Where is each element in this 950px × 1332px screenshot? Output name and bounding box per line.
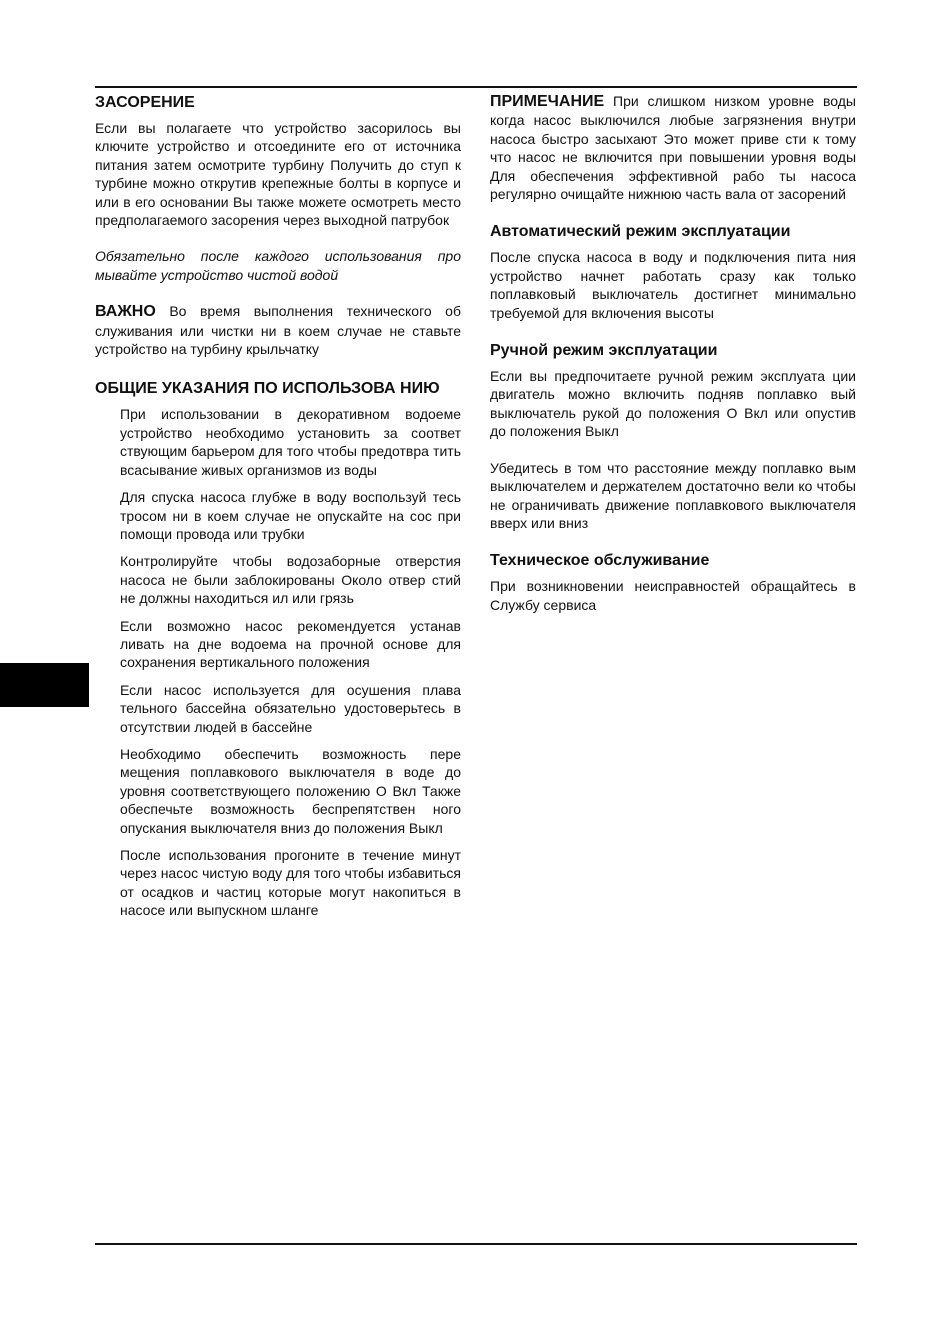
note-label: ПРИМЕЧАНИЕ (490, 93, 605, 110)
usage-item-2: Для спуска насоса глубже в воду воспользуй тесь тросом ни в коем случае не опускайте на сос при помощи провода или трубки (120, 489, 461, 542)
usage-item-1: При использовании в декоративном водоеме устройство необходимо установить за соответ ствующим барьером для того чтобы предотвра тить всасывание живых организмов из воды (120, 406, 461, 478)
clogging-paragraph: Если вы полагаете что устройство засорилось вы ключите устройство и отсоедините его от источника питания затем осмотрите турбину Получить до ступ к турбине можно открутив крепежные болты в корпусе и или в его основании Вы также можете осмотреть место предполагаемого засорения через выходной патрубок (95, 120, 461, 229)
section-title-manual-mode: Ручной режим эксплуатации (490, 342, 718, 360)
usage-list (95, 405, 461, 919)
manual-mode-distance-paragraph: Убедитесь в том что расстояние между поплавко вым выключателем и держателем достаточно вели ко чтобы не ограничивать движение поплавкового выключателя вверх или вниз (490, 459, 856, 531)
usage-item-5: Если насос используется для осушения плава тельного бассейна обязательно удостоверьтесь в отсутствии людей в бассейне (120, 681, 461, 735)
usage-item-7: После использования прогоните в течение минут через насос чистую воду для того чтобы избавиться от осадков и частиц которые могут накопиться в насосе или выпускном шланге (120, 847, 461, 919)
manual-mode-paragraph: Если вы предпочитаете ручной режим эксплуата ции двигатель можно включить подняв поплавко вый выключатель рукой до положения О Вкл или опустив до положения Выкл (490, 368, 856, 440)
left-column (95, 92, 461, 929)
important-label: ВАЖНО (95, 303, 156, 321)
rinse-note: Обязательно после каждого использования про мывайте устройство чистой водой (95, 248, 461, 283)
section-title-general-usage: ОБЩИЕ УКАЗАНИЯ ПО ИСПОЛЬЗОВА НИЮ (95, 380, 440, 398)
note-text: При слишком низком уровне воды когда насос выключился любые загрязнения внутри насоса быстро засыхают Это может приве сти к тому что насос не включится при повышении уровня воды Для обеспечения эффективной рабо ты насоса регулярно очищайте нижнюю часть вала от засорений (490, 93, 856, 203)
section-title-clogging: ЗАСОРЕНИЕ (95, 94, 195, 111)
usage-item-6: Необходимо обеспечить возможность пере мещения поплавкового выключателя в воде до уровня соответствующего положению О Вкл Также обеспечьте возможность беспрепятствен ного опускания выключателя вниз до положения Выкл (120, 745, 461, 836)
section-title-auto-mode: Автоматический режим эксплуатации (490, 223, 791, 241)
usage-item-4: Если возможно насос рекомендуется устанав ливать на дне водоема на прочной основе для сохранения вертикального положения (120, 617, 461, 671)
right-column (490, 92, 856, 614)
bottom-rule (95, 1243, 857, 1245)
important-text: Во время выполнения технического об служивания или чистки ни в коем случае не ставьте устройство на турбину крыльчатку (95, 303, 461, 358)
usage-item-3: Контролируйте чтобы водозаборные отверстия насоса не были заблокированы Около отвер стий не должны находиться ил или грязь (120, 553, 461, 607)
note-paragraph (490, 92, 856, 203)
section-title-maintenance: Техническое обслуживание (490, 552, 710, 570)
top-rule (95, 86, 857, 88)
important-paragraph (95, 302, 461, 358)
auto-mode-paragraph: После спуска насоса в воду и подключения пита ния устройство начнет работать сразу как только поплавковый выключатель достигнет минимально требуемой для включения высоты (490, 249, 856, 321)
maintenance-paragraph: При возникновении неисправностей обращайтесь в Службу сервиса (490, 578, 856, 613)
side-tab-marker (0, 663, 89, 707)
